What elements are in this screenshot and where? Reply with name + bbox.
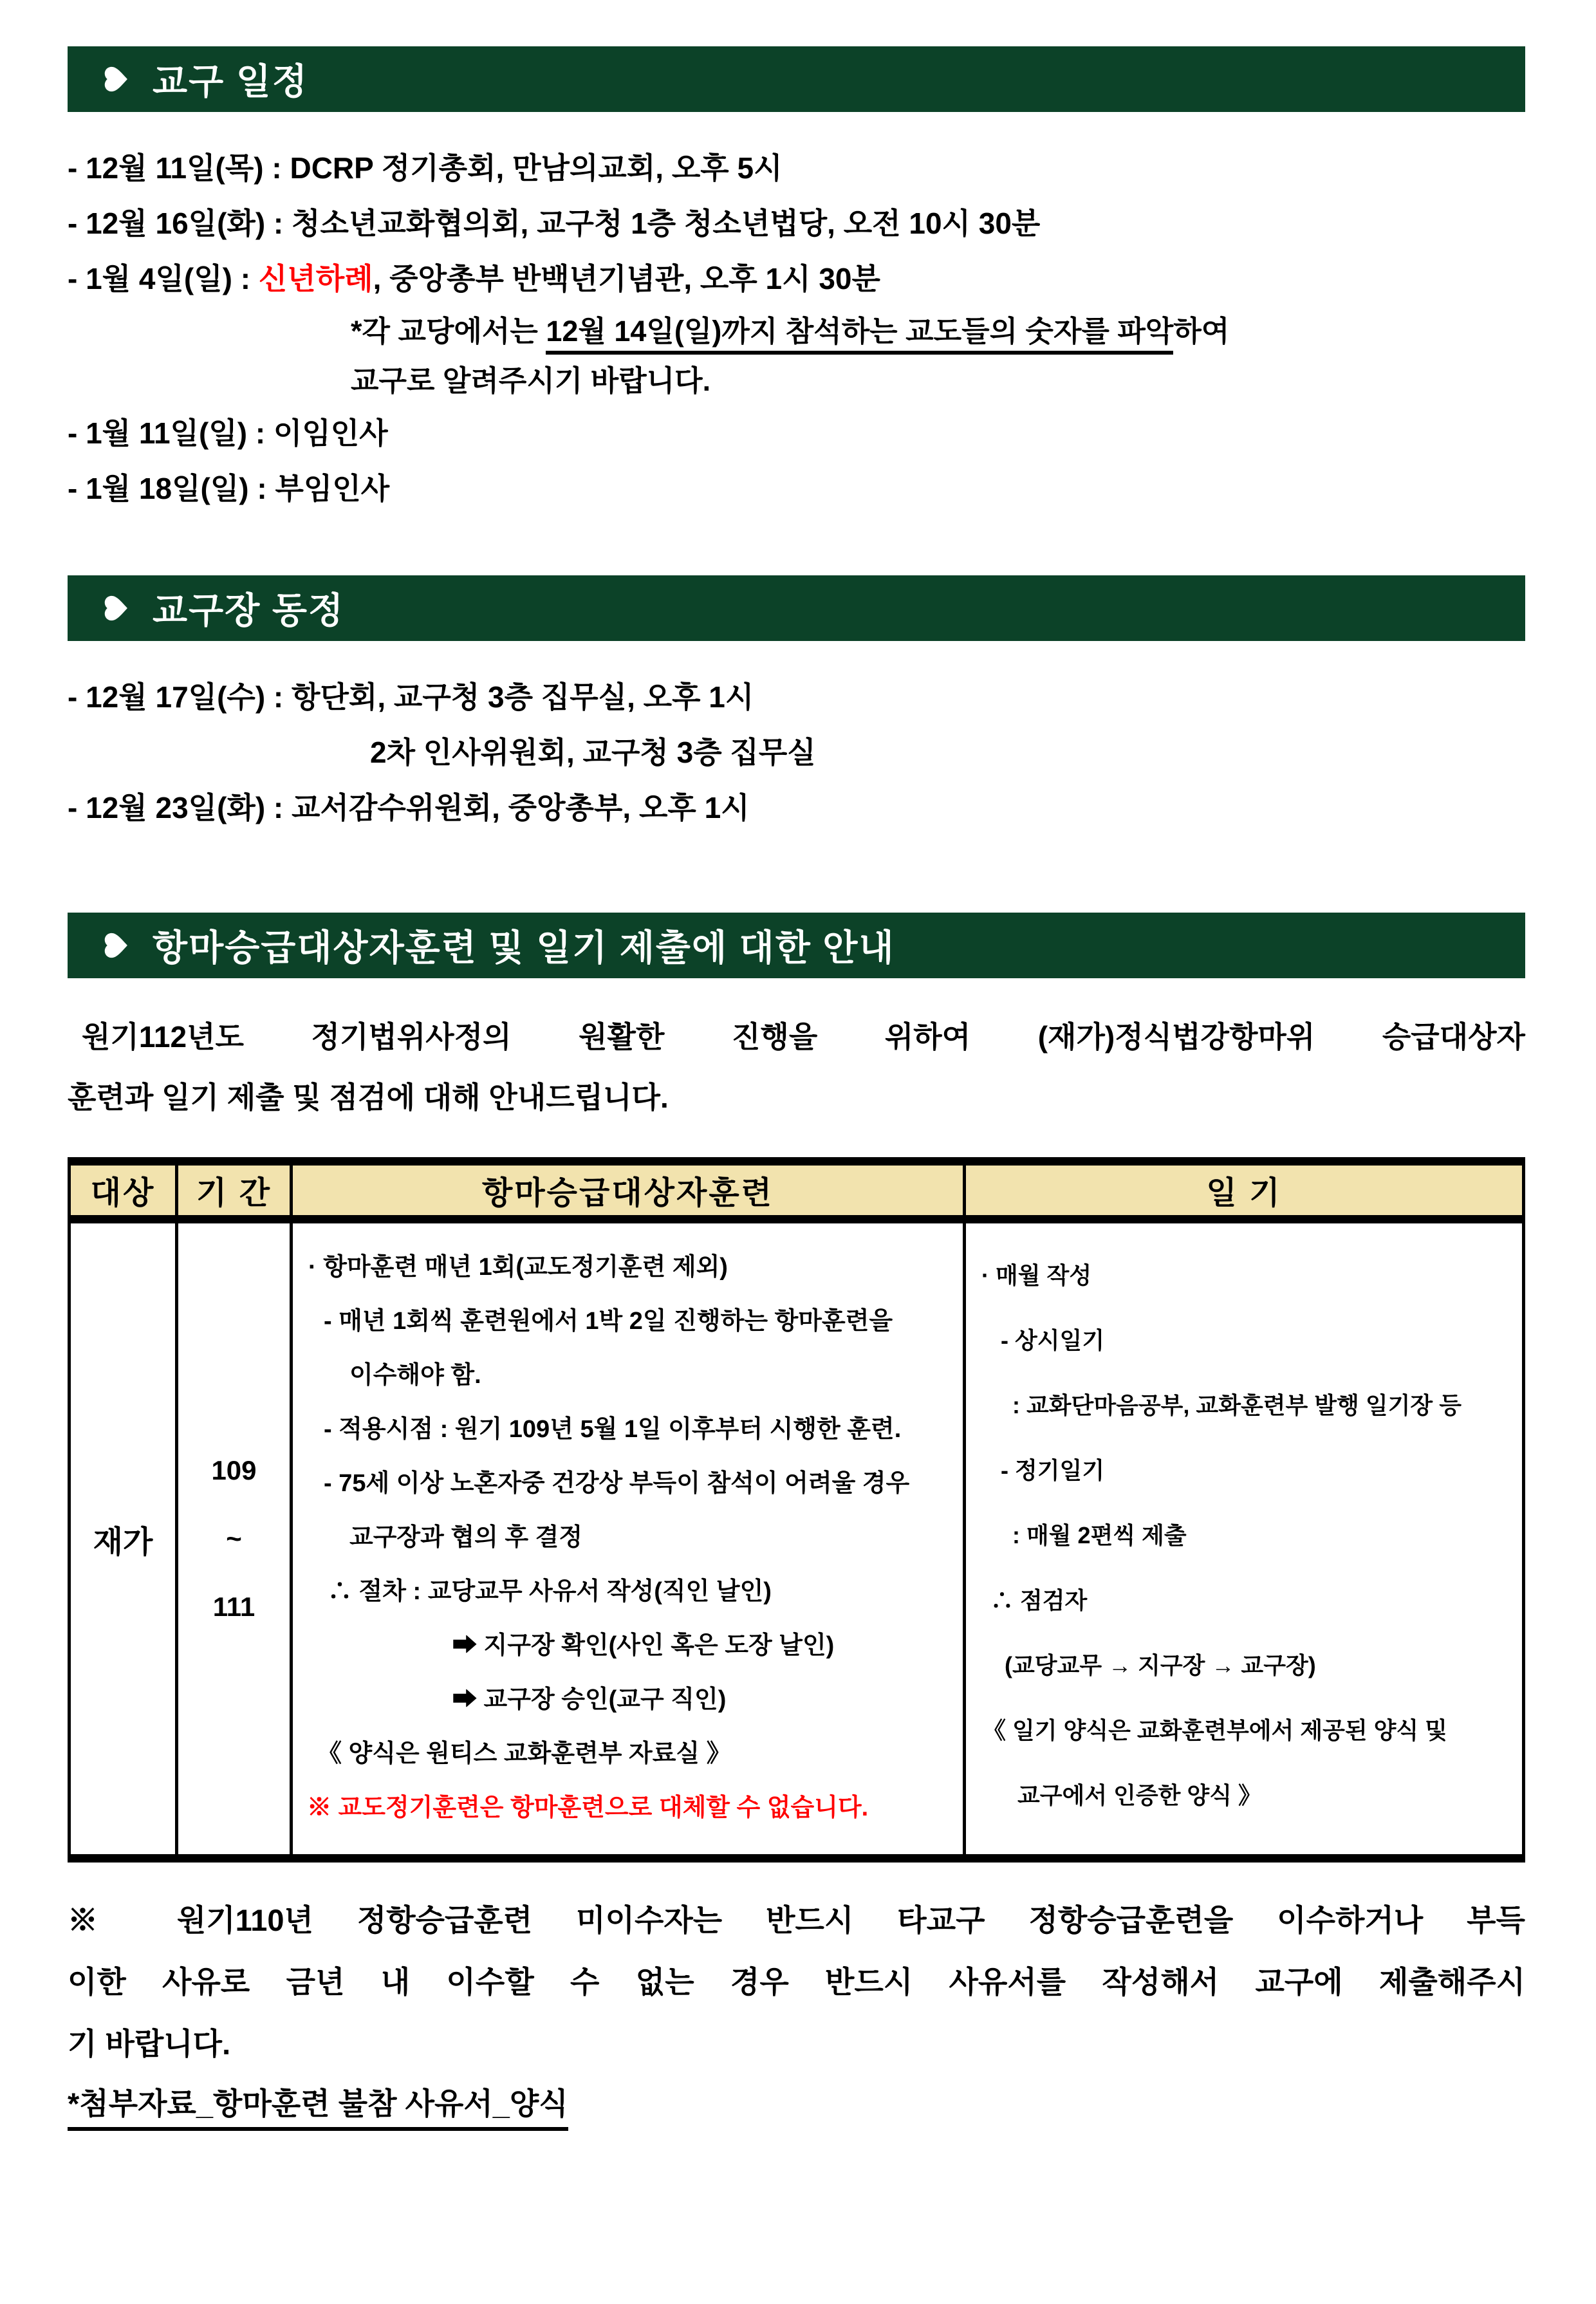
note-1-post: 하여 — [1173, 315, 1230, 348]
schedule-item-3-pre: - 1월 4일(일) : — [68, 262, 259, 295]
training-line: 《 양식은 원티스 교화훈련부 자료실 》 — [317, 1740, 731, 1767]
footer-note-line-1: ※ 원기110년 정항승급훈련 미이수자는 반드시 타교구 정항승급훈련을 이수하거나 부득 — [68, 1903, 1525, 1937]
section-activities-title: 교구장 동정 — [153, 590, 345, 631]
note-1-underlined: 12월 14일(일)까지 참석하는 교도들의 숫자를 파악 — [546, 315, 1173, 355]
schedule-item-3-post: , 중앙총부 반백년기념관, 오후 1시 30분 — [373, 262, 880, 295]
schedule-item-1: - 12월 11일(목) : DCRP 정기총회, 만남의교회, 오후 5시 — [68, 151, 783, 185]
footer-note-line-2: 이한 사유로 금년 내 이수할 수 없는 경우 반드시 사유서를 작성해서 교구에 제출해주시 — [68, 1965, 1525, 1999]
table-header-training: 항마승급대상자훈련 — [290, 1166, 963, 1223]
schedule-item-3 — [68, 251, 1525, 306]
footer-notes — [68, 1890, 1525, 2131]
guide-paragraph-line-2: 훈련과 일기 제출 및 점검에 대해 안내드립니다. — [68, 1081, 669, 1114]
diary-line: 《 일기 양식은 교화훈련부에서 제공된 양식 및 — [983, 1717, 1447, 1743]
period-start: 109 — [211, 1455, 257, 1485]
schedule-item-3-note-2: 교구로 알려주시기 바랍니다. — [351, 364, 711, 397]
guide-paragraph-line-1: 원기112년도 정기법위사정의 원활한 진행을 위하여 (재가)정식법강항마위 승급대상자 — [82, 1020, 1525, 1054]
training-line-arrow: ➡ 교구장 승인(교구 직인) — [452, 1686, 727, 1713]
diary-line: : 매월 2편씩 제출 — [1012, 1522, 1187, 1548]
table-header-diary: 일 기 — [963, 1166, 1522, 1223]
section-guide-bar — [68, 913, 1525, 978]
training-line: - 적용시점 : 원기 109년 5월 1일 이후부터 시행한 훈련. — [324, 1416, 902, 1443]
training-line: - 매년 1회씩 훈련원에서 1박 2일 진행하는 항마훈련을 — [324, 1308, 893, 1335]
schedule-item-5: - 1월 18일(일) : 부임인사 — [68, 472, 390, 505]
schedule-item-4: - 1월 11일(일) : 이임인사 — [68, 416, 388, 450]
training-line: · 항마훈련 매년 1회(교도정기훈련 제외) — [308, 1254, 728, 1281]
attachment-link: *첨부자료_항마훈련 불참 사유서_양식 — [68, 2080, 568, 2131]
training-diary-table — [68, 1157, 1525, 1863]
table-cell-target: 재가 — [93, 1525, 153, 1559]
training-line: 교구장과 협의 후 결정 — [349, 1524, 583, 1551]
table-header-period: 기 간 — [175, 1166, 290, 1223]
section-schedule-bar — [68, 46, 1525, 112]
guide-intro-paragraph — [68, 1007, 1525, 1128]
table-cell-training — [290, 1223, 963, 1854]
activities-item-1-continuation: 2차 인사위원회, 교구청 3층 집무실 — [370, 736, 816, 769]
section-bullet-heart-icon — [100, 64, 132, 94]
section-bullet-heart-icon — [100, 593, 132, 623]
diary-line: - 정기일기 — [1001, 1457, 1105, 1483]
note-1-pre: *각 교당에서는 — [351, 315, 546, 348]
diary-line: : 교화단마음공부, 교화훈련부 발행 일기장 등 — [1012, 1392, 1461, 1418]
table-header-target: 대상 — [71, 1166, 175, 1223]
footer-note-line-3: 기 바랍니다. — [68, 2027, 231, 2061]
diary-line: · 매월 작성 — [981, 1262, 1092, 1288]
diary-line: (교당교무 → 지구장 → 교구장) — [1005, 1652, 1316, 1678]
notice-page — [0, 46, 1596, 2131]
diary-line: 교구에서 인증한 양식 》 — [1017, 1782, 1261, 1808]
training-line-arrow: ➡ 지구장 확인(사인 혹은 도장 날인) — [452, 1632, 835, 1659]
schedule-list — [68, 140, 1525, 516]
training-line: 이수해야 함. — [349, 1362, 481, 1389]
period-end: 111 — [212, 1592, 255, 1622]
section-schedule-title: 교구 일정 — [153, 61, 308, 102]
schedule-item-2: - 12월 16일(화) : 청소년교화협의회, 교구청 1층 청소년법당, 오전 10시 30분 — [68, 207, 1041, 240]
activities-item-2: - 12월 23일(화) : 교서감수위원회, 중앙총부, 오후 1시 — [68, 791, 750, 824]
diary-line: ∴ 점검자 — [990, 1587, 1088, 1613]
section-activities-bar — [68, 575, 1525, 641]
activities-item-1: - 12월 17일(수) : 항단회, 교구청 3층 집무실, 오후 1시 — [68, 680, 754, 714]
training-line: ∴ 절차 : 교당교무 사유서 작성(직인 날인) — [328, 1578, 772, 1605]
schedule-item-3-highlight: 신년하례 — [258, 262, 373, 295]
table-cell-diary — [963, 1223, 1522, 1854]
period-tilde: ~ — [226, 1523, 242, 1554]
activities-list — [68, 669, 1525, 835]
training-warning: ※ 교도정기훈련은 항마훈련으로 대체할 수 없습니다. — [307, 1794, 869, 1821]
training-line: - 75세 이상 노혼자중 건강상 부득이 참석이 어려울 경우 — [324, 1470, 910, 1497]
section-bullet-heart-icon — [100, 931, 132, 960]
diary-line: - 상시일기 — [1001, 1327, 1105, 1353]
schedule-item-3-note-1 — [68, 306, 1525, 356]
section-guide-title: 항마승급대상자훈련 및 일기 제출에 대한 안내 — [153, 927, 895, 968]
table-cell-period — [175, 1223, 290, 1854]
